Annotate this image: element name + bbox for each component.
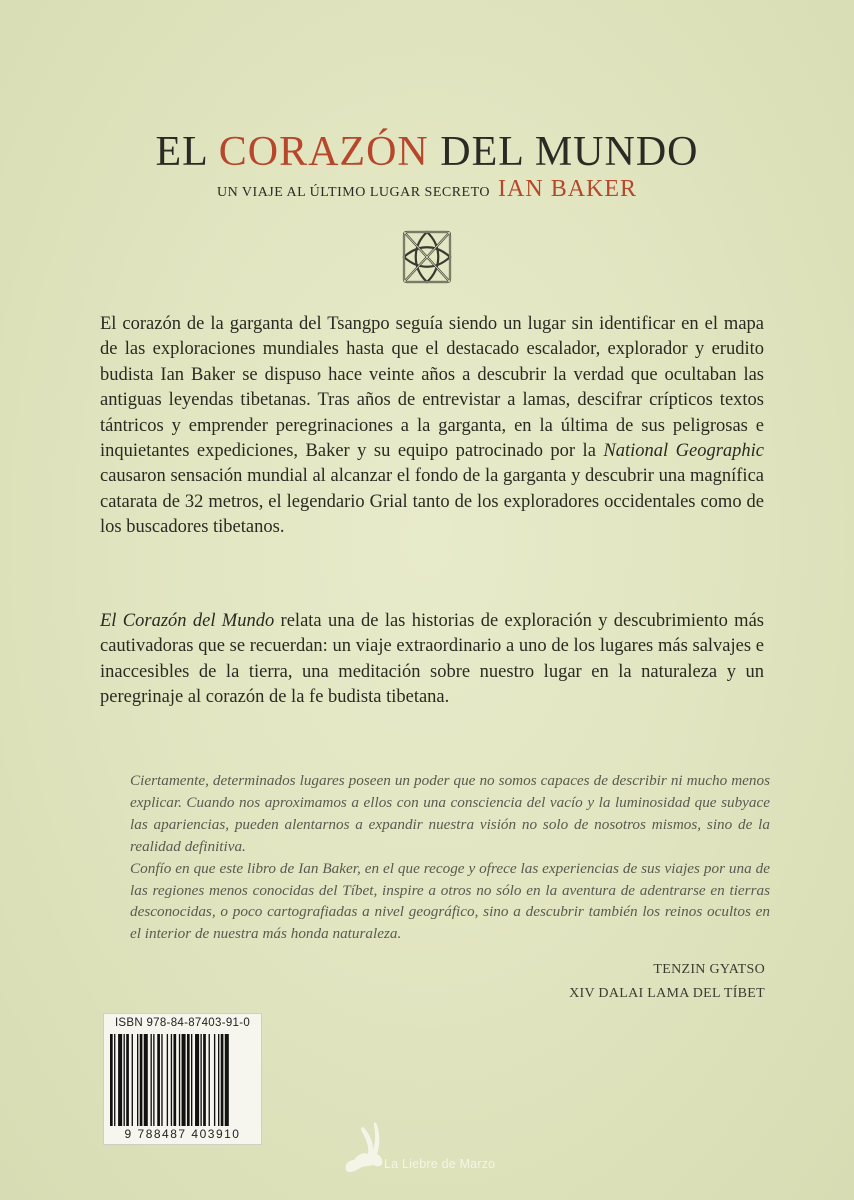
book-author: IAN BAKER <box>498 176 638 202</box>
publisher-logo <box>340 1120 560 1180</box>
barcode-digits: 9 788487 403910 <box>124 1127 241 1141</box>
book-subtitle: UN VIAJE AL ÚLTIMO LUGAR SECRETO <box>216 185 491 200</box>
publisher-name: La Liebre de Marzo <box>384 1157 496 1171</box>
quote-author: TENZIN GYATSO <box>653 962 765 977</box>
isbn-barcode <box>103 1013 262 1145</box>
barcode-bars-icon <box>110 1034 255 1126</box>
book-title: EL CORAZÓN DEL MUNDO <box>155 129 699 175</box>
description-paragraph-2: El Corazón del Mundo relata una de las historias de exploración y descubrimiento más cautivadoras que se recuerdan: un viaje extraordinario a uno de los lugares más salvajes e inaccesibles de la tierra, una meditación sobre nuestro lugar en la naturaleza y un peregrinaje al corazón de la fe budista tibetana. <box>100 611 764 708</box>
title-accent-word: CORAZÓN <box>218 129 429 175</box>
quote-paragraph-2: Confío en que este libro de Ian Baker, en el que recoge y ofrece las experiencias de sus viajes por una de las regiones menos conocidas del Tíbet, inspire a otros no sólo en la aventura de adentrarse en tierras desconocidas, o poco cartografiadas a nivel geográfico, sino a descubrir también los reinos ocultos en el interior de nuestra más honda naturaleza. <box>130 859 770 943</box>
book-subtitle-line <box>0 176 854 203</box>
quote-paragraph-1: Ciertamente, determinados lugares poseen un poder que no somos capaces de describir ni mucho menos explicar. Cuando nos aproximamos a ellos con una consciencia del vacío y la luminosidad que subyace las apariencias, pueden alentarnos a expandir nuestra visión no solo de nosotros mismos, sino de la realidad definitiva. <box>130 772 770 855</box>
dalai-lama-quote <box>130 770 770 945</box>
description-paragraph-1: El corazón de la garganta del Tsangpo seguía siendo un lugar sin identificar en el mapa de las exploraciones mundiales hasta que el destacado escalador, explorador y erudito budista Ian Baker se dispuso hace veinte años a descubrir la verdad que ocultaban las antiguas leyendas tibetanas. Tras años de entrevistar a lamas, descifrar crípticos textos tántricos y emprender peregrinaciones a la garganta, en la última de sus peligrosas e inquietantes expediciones, Baker y su equipo patrocinado por la National Geographic causaron sensación mundial al alcanzar el fondo de la garganta y descubrir una magnífica catarata de 32 metros, el legendario Grial tanto de los exploradores occidentales como de los buscadores tibetanos. <box>100 314 764 538</box>
quote-author-title: XIV DALAI LAMA DEL TÍBET <box>569 986 765 1001</box>
isbn-label: ISBN 978-84-87403-91-0 <box>114 1017 251 1029</box>
celtic-knot-icon <box>400 228 454 286</box>
hare-icon <box>340 1120 388 1174</box>
